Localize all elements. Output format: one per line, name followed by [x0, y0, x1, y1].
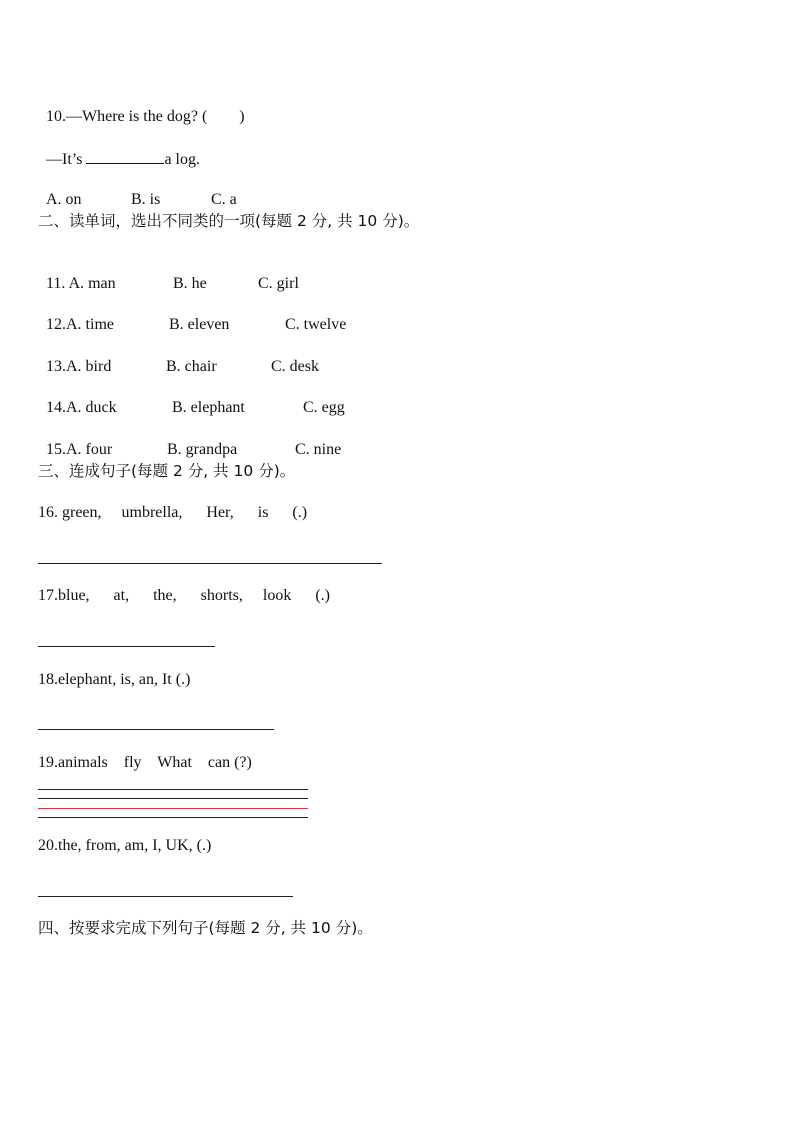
question-14-option-c[interactable]: C. egg: [303, 399, 345, 416]
question-20-words: 20.the, from, am, I, UK, (.): [38, 837, 212, 854]
option-c[interactable]: C. a: [211, 191, 237, 208]
question-18-answer-line[interactable]: [38, 729, 274, 730]
question-12-option-c[interactable]: C. twelve: [285, 316, 347, 333]
question-19-words: 19.animals fly What can (?): [38, 754, 252, 771]
question-14-option-b[interactable]: B. elephant: [172, 399, 245, 416]
question-11-option-b[interactable]: B. he: [173, 275, 207, 292]
question-15-option-a[interactable]: 15.A. four: [46, 441, 113, 458]
question-13-option-c[interactable]: C. desk: [271, 358, 319, 375]
question-15: [38, 420, 341, 460]
section-3-heading: 三、连成句子(每题 2 分, 共 10 分)。: [38, 462, 296, 480]
question-13-option-b[interactable]: B. chair: [166, 358, 217, 375]
fill-blank[interactable]: [86, 149, 164, 164]
question-11: [38, 254, 299, 294]
question-12: [38, 295, 346, 335]
question-12-option-a[interactable]: 12.A. time: [46, 316, 114, 333]
question-12-option-b[interactable]: B. eleven: [169, 316, 230, 333]
question-10-text: 10.—Where is the dog? ( ): [46, 108, 245, 125]
question-13-option-a[interactable]: 13.A. bird: [46, 358, 112, 375]
question-14-option-a[interactable]: 14.A. duck: [46, 399, 117, 416]
option-a[interactable]: A. on: [46, 191, 82, 208]
section-2-heading: 二、读单词，选出不同类的一项(每题 2 分, 共 10 分)。: [38, 212, 420, 230]
rule-line-1: [38, 789, 308, 790]
rule-line-3-red: [38, 808, 308, 809]
answer-suffix: a log.: [164, 151, 200, 168]
question-17-answer-line[interactable]: [38, 646, 215, 647]
question-16-words: 16. green, umbrella, Her, is (.): [38, 504, 308, 521]
question-16-answer-line[interactable]: [38, 563, 382, 564]
question-15-option-b[interactable]: B. grandpa: [167, 441, 238, 458]
question-14: [38, 378, 345, 418]
section-4-heading: 四、按要求完成下列句子(每题 2 分, 共 10 分)。: [38, 919, 373, 937]
answer-prefix: —It’s: [46, 151, 87, 168]
question-10-answer: [38, 129, 200, 170]
option-b[interactable]: B. is: [131, 191, 161, 208]
question-18-words: 18.elephant, is, an, It (.): [38, 671, 191, 688]
question-13: [38, 337, 319, 377]
question-11-option-c[interactable]: C. girl: [258, 275, 299, 292]
question-20-answer-line[interactable]: [38, 896, 293, 897]
question-10-options: [38, 170, 237, 210]
rule-line-4: [38, 817, 308, 818]
question-11-option-a[interactable]: 11. A. man: [46, 275, 116, 292]
rule-line-2: [38, 798, 308, 799]
question-17-words: 17.blue, at, the, shorts, look (.): [38, 587, 330, 604]
question-10: [38, 87, 245, 127]
question-15-option-c[interactable]: C. nine: [295, 441, 342, 458]
